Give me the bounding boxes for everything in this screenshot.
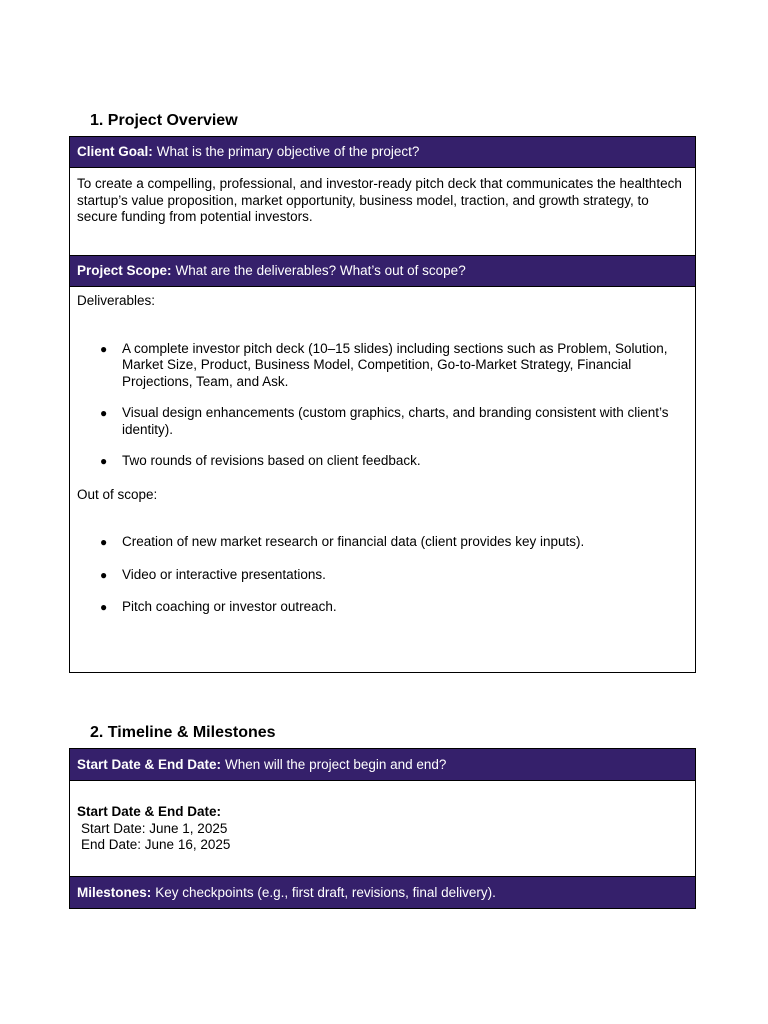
- list-item-text: Pitch coaching or investor outreach.: [122, 599, 337, 614]
- project-scope-answer-cell[interactable]: [70, 287, 695, 671]
- start-date: Start Date: June 1, 2025: [81, 820, 228, 836]
- timeline-milestones-table: [69, 748, 696, 909]
- section-heading-timeline-milestones: 2. Timeline & Milestones: [90, 724, 276, 741]
- list-item: [77, 341, 688, 391]
- list-item-text: Video or interactive presentations.: [122, 566, 326, 582]
- bullet-dot-icon: ●: [100, 535, 108, 549]
- list-item: [77, 453, 688, 470]
- out-of-scope-list: [77, 534, 688, 616]
- bullet-dot-icon: ●: [100, 600, 108, 614]
- milestones-header: [70, 877, 695, 908]
- project-overview-table: [69, 136, 696, 673]
- list-item-text: Visual design enhancements (custom graphics, charts, and branding consistent with client’s identity).: [122, 405, 669, 437]
- dates-answer-title: Start Date & End Date:: [77, 804, 222, 819]
- milestones-label: Milestones:: [77, 884, 152, 900]
- bullet-dot-icon: ●: [100, 406, 108, 420]
- project-scope-header: [70, 256, 695, 287]
- bullet-dot-icon: ●: [100, 454, 108, 468]
- out-of-scope-label: Out of scope:: [77, 486, 158, 502]
- list-item: [77, 567, 688, 584]
- end-date: End Date: June 16, 2025: [81, 837, 231, 852]
- deliverables-list: [77, 341, 688, 470]
- client-goal-header: [70, 137, 695, 168]
- list-item-text: Creation of new market research or financial data (client provides key inputs).: [122, 534, 585, 549]
- client-goal-answer-cell[interactable]: [70, 168, 695, 256]
- dates-header: [70, 749, 695, 781]
- dates-question: When will the project begin and end?: [225, 756, 447, 772]
- bullet-dot-icon: ●: [100, 341, 108, 356]
- project-scope-question: What are the deliverables? What’s out of scope?: [175, 263, 466, 278]
- bullet-dot-icon: ●: [100, 567, 108, 582]
- list-item-text: A complete investor pitch deck (10–15 slides) including sections such as Problem, Solution, Market Size, Product, Business Model, Competition, Go-to-Market Strategy, Financial Projections, Team, and Ask.: [122, 340, 668, 389]
- milestones-question: Key checkpoints (e.g., first draft, revisions, final delivery).: [155, 884, 496, 900]
- list-item-text: Two rounds of revisions based on client feedback.: [122, 453, 421, 468]
- list-item: [77, 405, 688, 438]
- client-goal-label: Client Goal:: [77, 144, 153, 159]
- list-item: [77, 599, 688, 616]
- deliverables-label: Deliverables:: [77, 293, 156, 308]
- section-heading-project-overview: 1. Project Overview: [90, 112, 238, 129]
- dates-answer-cell[interactable]: [70, 781, 695, 877]
- list-item: [77, 534, 688, 551]
- client-goal-answer: To create a compelling, professional, and investor-ready pitch deck that communicates the healthtech startup’s value proposition, market opportunity, business model, traction, and growth strategy, to secure funding from potential investors.: [77, 176, 682, 224]
- dates-label: Start Date & End Date:: [77, 756, 222, 772]
- client-goal-question: What is the primary objective of the project?: [156, 144, 420, 159]
- project-scope-label: Project Scope:: [77, 263, 172, 278]
